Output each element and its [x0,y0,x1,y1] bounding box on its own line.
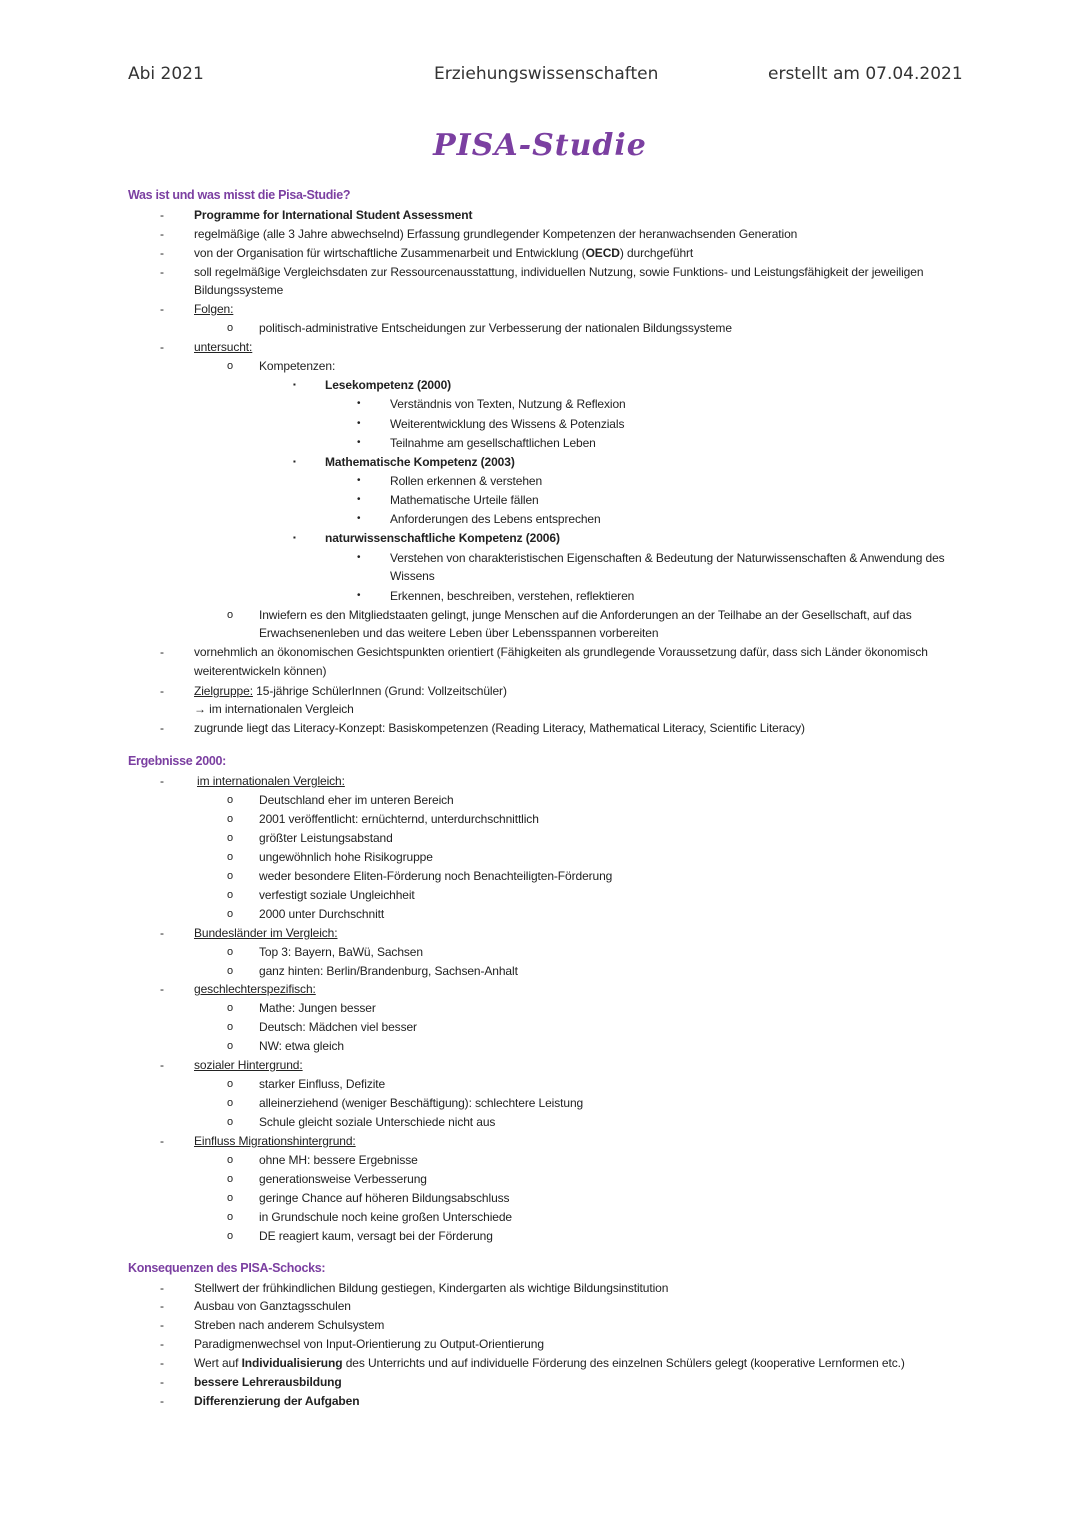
dash-bullet: - [160,1375,164,1389]
circle-bullet: o [227,609,234,621]
list-item: naturwissenschaftliche Kompetenz (2006) [325,531,560,545]
list-item: NW: etwa gleich [259,1039,344,1053]
list-item: vornehmlich an ökonomischen Gesichtspunkten orientiert (Fähigkeiten als grundlegende Voraussetzung dafür, dass sich Länder ökonomisch [194,645,928,659]
list-item: Anforderungen des Lebens entsprechen [390,512,601,526]
circle-bullet: o [227,965,234,977]
circle-bullet: o [227,1116,234,1128]
list-item: größter Leistungsabstand [259,831,393,845]
list-item: Deutsch: Mädchen viel besser [259,1020,417,1034]
list-item: Mathematische Kompetenz (2003) [325,455,515,469]
dash-bullet: - [160,1318,164,1332]
list-item: zugrunde liegt das Literacy-Konzept: Basiskompetenzen (Reading Literacy, Mathematical Literacy, Scientific Literacy) [194,721,805,735]
dot-bullet: • [357,437,361,448]
list-item: DE reagiert kaum, versagt bei der Förderung [259,1229,493,1243]
dash-bullet: - [160,721,164,735]
list-item-continued: Wissens [390,569,435,583]
dash-bullet: - [160,246,164,260]
circle-bullet: o [227,360,234,372]
list-item: bessere Lehrerausbildung [194,1375,342,1389]
dash-bullet: - [160,1394,164,1408]
list-item: in Grundschule noch keine großen Unterschiede [259,1210,512,1224]
section-heading-consequences: Konsequenzen des PISA-Schocks: [128,1261,326,1275]
circle-bullet: o [227,908,234,920]
list-item: Lesekompetenz (2000) [325,378,452,392]
list-item-continued: → im internationalen Vergleich [194,702,354,716]
header-right: erstellt am 07.04.2021 [768,64,963,84]
list-item: politisch-administrative Entscheidungen zur Verbesserung der nationalen Bildungssysteme [259,321,732,335]
square-bullet: ▪ [293,533,296,542]
circle-bullet: o [227,1078,234,1090]
zielgruppe-label: Zielgruppe: [194,684,253,698]
list-item: Zielgruppe: 15-jährige SchülerInnen (Grund: Vollzeitschüler) [194,684,507,698]
dash-bullet: - [160,684,164,698]
list-item: Differenzierung der Aufgaben [194,1394,360,1408]
circle-bullet: o [227,851,234,863]
dot-bullet: • [357,398,361,409]
section-heading-results: Ergebnisse 2000: [128,754,227,768]
circle-bullet: o [227,832,234,844]
subheading-intl: im internationalen Vergleich: [197,774,345,788]
dot-bullet: • [357,494,361,505]
dash-bullet: - [160,774,164,788]
list-item: starker Einfluss, Defizite [259,1077,386,1091]
list-item: Inwiefern es den Mitgliedstaaten gelingt, junge Menschen auf die Anforderungen an der Teilhabe an der Gesellschaft, auf das [259,608,912,622]
dot-bullet: • [357,418,361,429]
circle-bullet: o [227,1097,234,1109]
list-item: 2001 veröffentlicht: ernüchternd, unterdurchschnittlich [259,812,539,826]
list-item: Kompetenzen: [259,359,336,373]
list-item: Mathe: Jungen besser [259,1001,376,1015]
circle-bullet: o [227,1040,234,1052]
page-title: PISA-Studie [433,128,647,163]
list-item-continued: weiterentwickeln können) [194,664,327,678]
list-item-continued: Erwachsenenleben und das weitere Leben über Lebensspannen vorbereiten [259,626,659,640]
dash-bullet: - [160,1281,164,1295]
square-bullet: ▪ [293,457,296,466]
dash-bullet: - [160,302,164,316]
header-left: Abi 2021 [128,64,204,84]
subheading-migration: Einfluss Migrationshintergrund: [194,1134,356,1148]
dash-bullet: - [160,926,164,940]
list-item-continued: Bildungssysteme [194,283,284,297]
dash-bullet: - [160,208,164,222]
dash-bullet: - [160,1356,164,1370]
list-item: Ausbau von Ganztagsschulen [194,1299,351,1313]
dash-bullet: - [160,645,164,659]
individualisierung-bold: Individualisierung [241,1356,343,1370]
list-item: ungewöhnlich hohe Risikogruppe [259,850,433,864]
circle-bullet: o [227,794,234,806]
dash-bullet: - [160,340,164,354]
subheading-untersucht: untersucht: [194,340,253,354]
oecd-bold: OECD [585,246,620,260]
list-item: Deutschland eher im unteren Bereich [259,793,454,807]
circle-bullet: o [227,946,234,958]
list-item: Weiterentwicklung des Wissens & Potenzials [390,417,625,431]
list-item: alleinerziehend (weniger Beschäftigung): schlechtere Leistung [259,1096,584,1110]
dot-bullet: • [357,475,361,486]
list-item: Streben nach anderem Schulsystem [194,1318,385,1332]
dash-bullet: - [160,1299,164,1313]
list-item: Schule gleicht soziale Unterschiede nicht aus [259,1115,496,1129]
list-item: Erkennen, beschreiben, verstehen, reflektieren [390,589,635,603]
list-item: Stellwert der frühkindlichen Bildung gestiegen, Kindergarten als wichtige Bildungsinstitution [194,1281,669,1295]
list-item: Mathematische Urteile fällen [390,493,539,507]
list-item: 2000 unter Durchschnitt [259,907,385,921]
list-item: ohne MH: bessere Ergebnisse [259,1153,418,1167]
dot-bullet: • [357,590,361,601]
circle-bullet: o [227,813,234,825]
list-item: verfestigt soziale Ungleichheit [259,888,415,902]
list-item: weder besondere Eliten-Förderung noch Benachteiligten-Förderung [259,869,613,883]
list-item: soll regelmäßige Vergleichsdaten zur Ressourcenausstattung, individuellen Nutzung, sowie Funktions- und Leistungsfähigkeit der jeweiligen [194,265,924,279]
list-item: Teilnahme am gesellschaftlichen Leben [390,436,596,450]
square-bullet: ▪ [293,380,296,389]
section-heading-what: Was ist und was misst die Pisa-Studie? [128,188,351,202]
header-center: Erziehungswissenschaften [434,64,659,84]
list-item: regelmäßige (alle 3 Jahre abwechselnd) Erfassung grundlegender Kompetenzen der heranwachsenden Generation [194,227,798,241]
list-item: ganz hinten: Berlin/Brandenburg, Sachsen-Anhalt [259,964,518,978]
subheading-bundeslaender: Bundesländer im Vergleich: [194,926,338,940]
subheading-social: sozialer Hintergrund: [194,1058,303,1072]
circle-bullet: o [227,889,234,901]
dot-bullet: • [357,513,361,524]
dash-bullet: - [160,1058,164,1072]
list-item: Verständnis von Texten, Nutzung & Reflexion [390,397,626,411]
subheading-folgen: Folgen: [194,302,234,316]
list-item: generationsweise Verbesserung [259,1172,427,1186]
circle-bullet: o [227,322,234,334]
list-item: von der Organisation für wirtschaftliche Zusammenarbeit und Entwicklung (OECD) durchgeführt [194,246,694,260]
list-item: Paradigmenwechsel von Input-Orientierung zu Output-Orientierung [194,1337,544,1351]
dot-bullet: • [357,552,361,563]
circle-bullet: o [227,1021,234,1033]
list-item: Rollen erkennen & verstehen [390,474,543,488]
circle-bullet: o [227,1211,234,1223]
circle-bullet: o [227,1192,234,1204]
circle-bullet: o [227,1230,234,1242]
dash-bullet: - [160,265,164,279]
dash-bullet: - [160,982,164,996]
circle-bullet: o [227,1173,234,1185]
list-item: Top 3: Bayern, BaWü, Sachsen [259,945,423,959]
circle-bullet: o [227,1154,234,1166]
subheading-gender: geschlechterspezifisch: [194,982,316,996]
dash-bullet: - [160,227,164,241]
list-item: geringe Chance auf höheren Bildungsabschluss [259,1191,510,1205]
circle-bullet: o [227,1002,234,1014]
list-item: Wert auf Individualisierung des Unterrichts und auf individuelle Förderung des einzelnen Schülers gelegt (kooperative Lernformen etc.) [194,1356,905,1370]
dash-bullet: - [160,1337,164,1351]
circle-bullet: o [227,870,234,882]
dash-bullet: - [160,1134,164,1148]
list-item: Verstehen von charakteristischen Eigenschaften & Bedeutung der Naturwissenschaften & Anwendung des [390,551,945,565]
list-item: Programme for International Student Assessment [194,208,473,222]
